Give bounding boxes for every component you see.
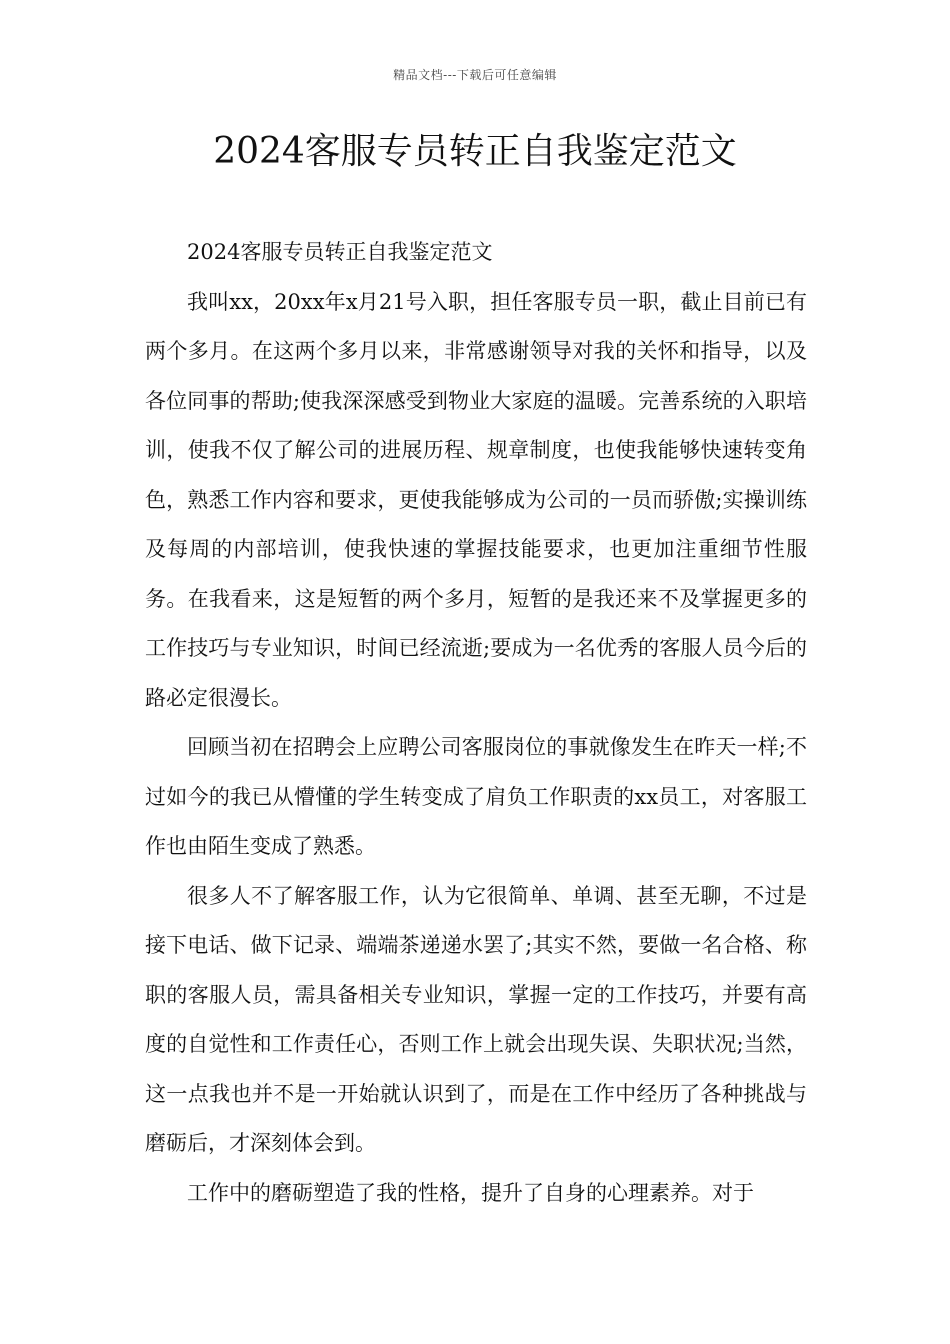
paragraph-review: 回顾当初在招聘会上应聘公司客服岗位的事就像发生在昨天一样;不过如今的我已从懵懂的学生转变成了肩负工作职责的xx员工，对客服工作也由陌生变成了熟悉。 — [145, 735, 807, 858]
header-note: 精品文档---下载后可任意编辑 — [393, 68, 557, 82]
paragraph-understanding: 很多人不了解客服工作，认为它很简单、单调、甚至无聊，不过是接下电话、做下记录、端端茶递递水罢了;其实不然，要做一名合格、称职的客服人员，需具备相关专业知识，掌握一定的工作技巧，并要有高度的自觉性和工作责任心，否则工作上就会出现失误、失职状况;当然，这一点我也并不是一开始就认识到了，而是在工作中经历了各种挑战与磨砺后，才深刻体会到。 — [145, 883, 807, 1155]
paragraph-subtitle: 2024客服专员转正自我鉴定范文 — [187, 240, 493, 264]
paragraph-growth: 工作中的磨砺塑造了我的性格，提升了自身的心理素养。对于 — [187, 1180, 754, 1205]
paragraph-intro: 我叫xx，20xx年x月21号入职，担任客服专员一职，截止目前已有两个多月。在这两个多月以来，非常感谢领导对我的关怀和指导，以及各位同事的帮助;使我深深感受到物业大家庭的温暖。完善系统的入职培训，使我不仅了解公司的进展历程、规章制度，也使我能够快速转变角色，熟悉工作内容和要求，更使我能够成为公司的一员而骄傲;实操训练及每周的内部培训，使我快速的掌握技能要求，也更加注重细节性服务。在我看来，这是短暂的两个多月，短暂的是我还来不及掌握更多的工作技巧与专业知识，时间已经流逝;要成为一名优秀的客服人员今后的路必定很漫长。 — [145, 289, 807, 710]
document-body — [145, 228, 807, 1218]
document-title: 2024客服专员转正自我鉴定范文 — [213, 131, 737, 172]
